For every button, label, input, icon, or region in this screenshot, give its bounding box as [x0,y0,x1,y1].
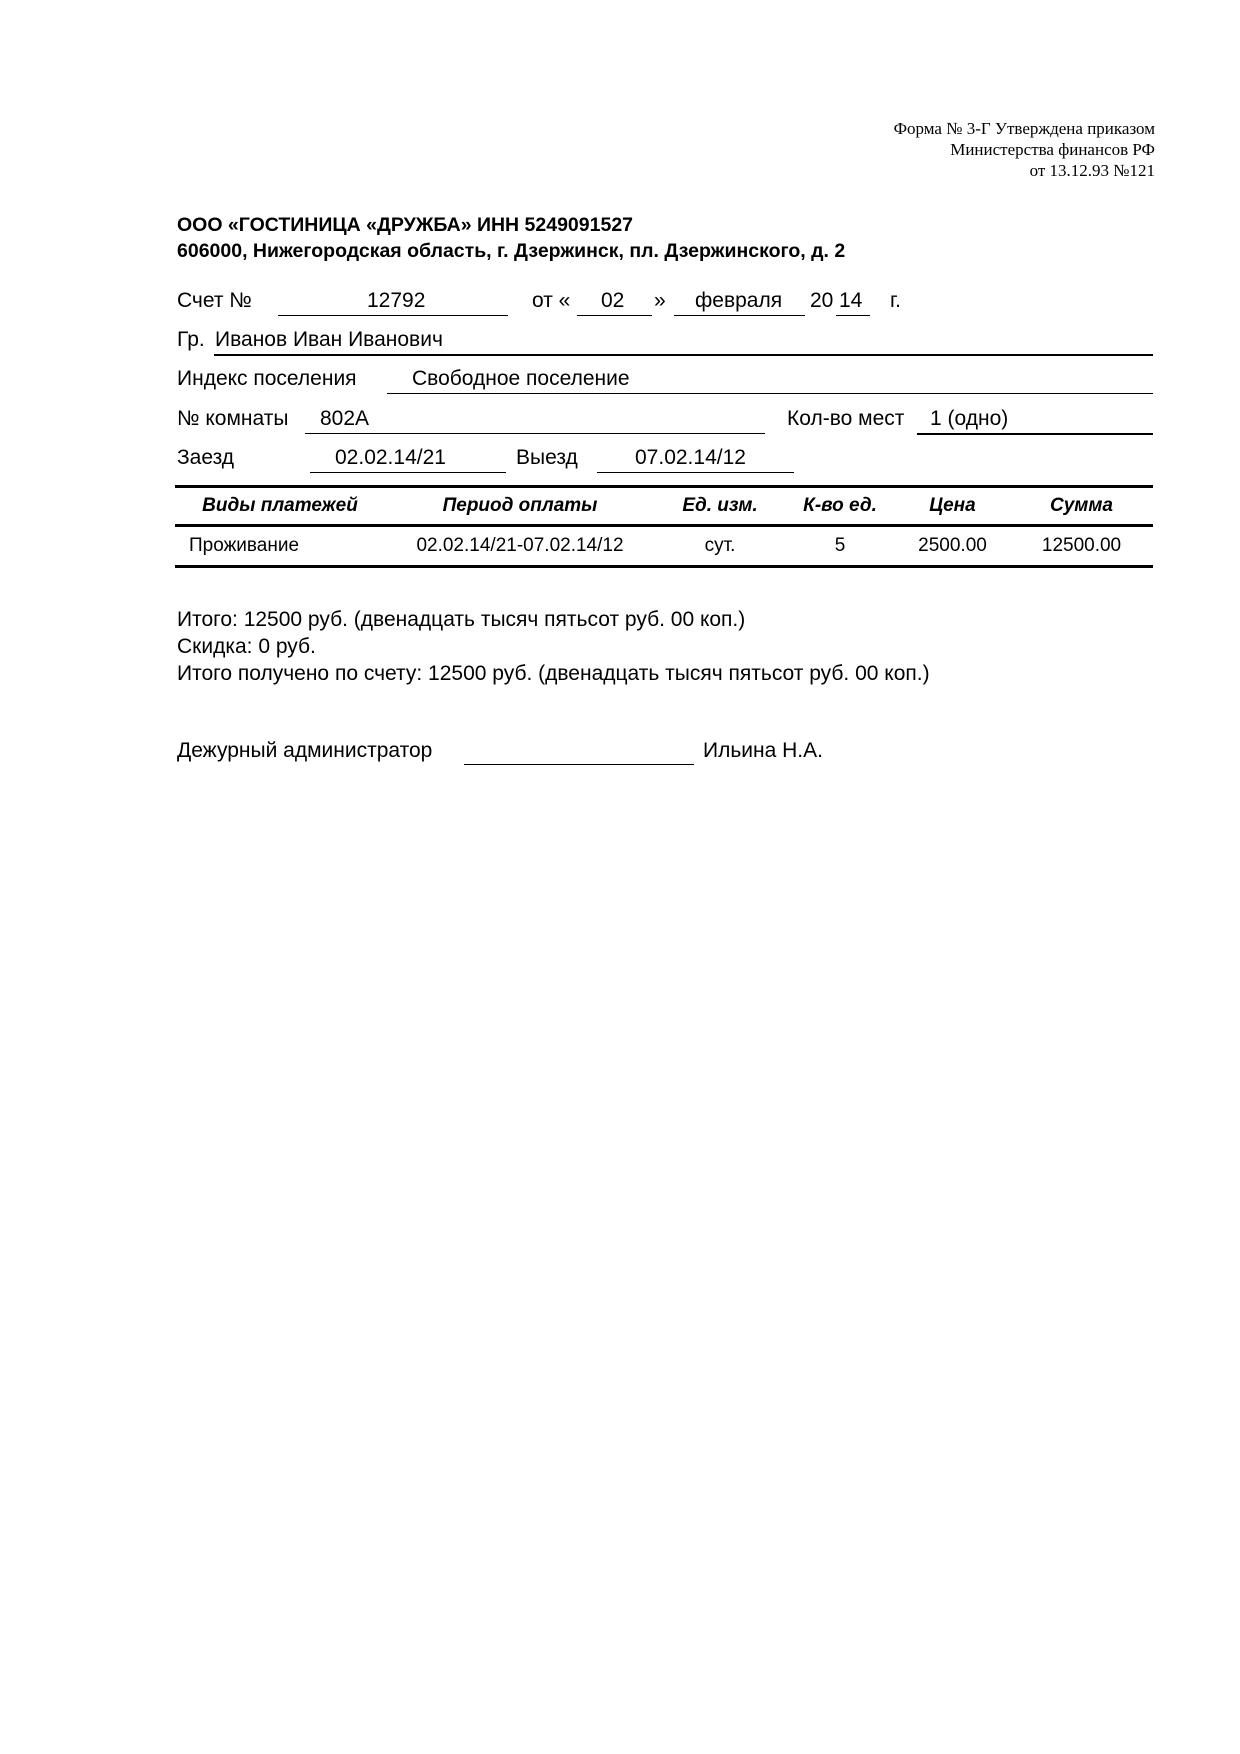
checkin-label: Заезд [177,446,235,469]
cell-payment-type: Проживание [175,526,385,567]
header-sum: Сумма [1010,487,1153,526]
invoice-number-underline [278,315,508,316]
invoice-month-value: февраля [695,289,783,312]
invoice-date-from-label: от « [532,289,571,312]
total-amount: Итого: 12500 руб. (двенадцать тысяч пятьсот руб. 00 коп.) [177,608,746,631]
invoice-month-underline [674,315,805,316]
header-unit: Ед. изм. [655,487,785,526]
payments-table [175,485,1153,568]
invoice-day-underline [577,315,652,316]
checkout-label: Выезд [516,446,578,469]
guest-underline [214,354,1153,356]
places-underline [917,433,1153,435]
invoice-number-line [177,289,937,317]
accommodation-label: Индекс поселения [177,367,357,390]
invoice-number-label: Счет № [177,289,252,312]
invoice-year-label: г. [890,289,901,312]
checkout-value: 07.02.14/12 [635,446,746,469]
signature-underline [464,764,694,765]
form-approval-note [894,118,1155,181]
invoice-year-underline [836,315,870,316]
cell-payment-period: 02.02.14/21-07.02.14/12 [385,526,655,567]
room-underline [305,433,765,434]
room-label: № комнаты [177,407,289,430]
invoice-year-value: 14 [839,289,863,312]
checkout-underline [597,472,794,473]
approval-line-3: от 13.12.93 №121 [1029,161,1155,180]
totals-block [177,606,930,687]
signature-label: Дежурный администратор [177,739,433,762]
invoice-day-value: 02 [601,289,625,312]
organization-address: 606000, Нижегородская область, г. Дзержинск, пл. Дзержинского, д. 2 [177,240,846,262]
guest-label: Гр. [177,328,205,351]
approval-line-1: Форма № 3-Г Утверждена приказом [893,119,1155,138]
signature-line [177,739,877,767]
guest-name: Иванов Иван Иванович [215,328,443,351]
checkin-value: 02.02.14/21 [335,446,446,469]
header-quantity: К-во ед. [785,487,895,526]
approval-line-2: Министерства финансов РФ [950,140,1155,159]
accommodation-line [177,367,1153,395]
organization-header [177,212,845,264]
room-value: 802А [320,407,370,430]
room-line [177,407,1153,435]
cell-price: 2500.00 [895,526,1010,567]
cell-quantity: 5 [785,526,895,567]
organization-name: ООО «ГОСТИНИЦА «ДРУЖБА» ИНН 5249091527 [177,214,634,236]
cell-unit: сут. [655,526,785,567]
invoice-quote-close: » [654,289,666,312]
places-value: 1 (одно) [930,407,1009,430]
header-payment-period: Период оплаты [385,487,655,526]
guest-line [177,328,1153,356]
received-amount: Итого получено по счету: 12500 руб. (двенадцать тысяч пятьсот руб. 00 коп.) [177,662,930,685]
invoice-year-prefix: 20 [810,289,834,312]
discount-amount: Скидка: 0 руб. [177,635,316,658]
signature-name: Ильина Н.А. [703,739,823,762]
accommodation-value: Свободное поселение [412,367,630,390]
invoice-number-value: 12792 [367,289,426,312]
stay-line [177,446,797,474]
header-payment-type: Виды платежей [175,487,385,526]
cell-sum: 12500.00 [1010,526,1153,567]
checkin-underline [310,472,506,473]
table-row [175,526,1153,567]
payments-table-header-row [175,487,1153,526]
header-price: Цена [895,487,1010,526]
accommodation-underline [387,393,1153,394]
places-label: Кол-во мест [787,407,905,430]
